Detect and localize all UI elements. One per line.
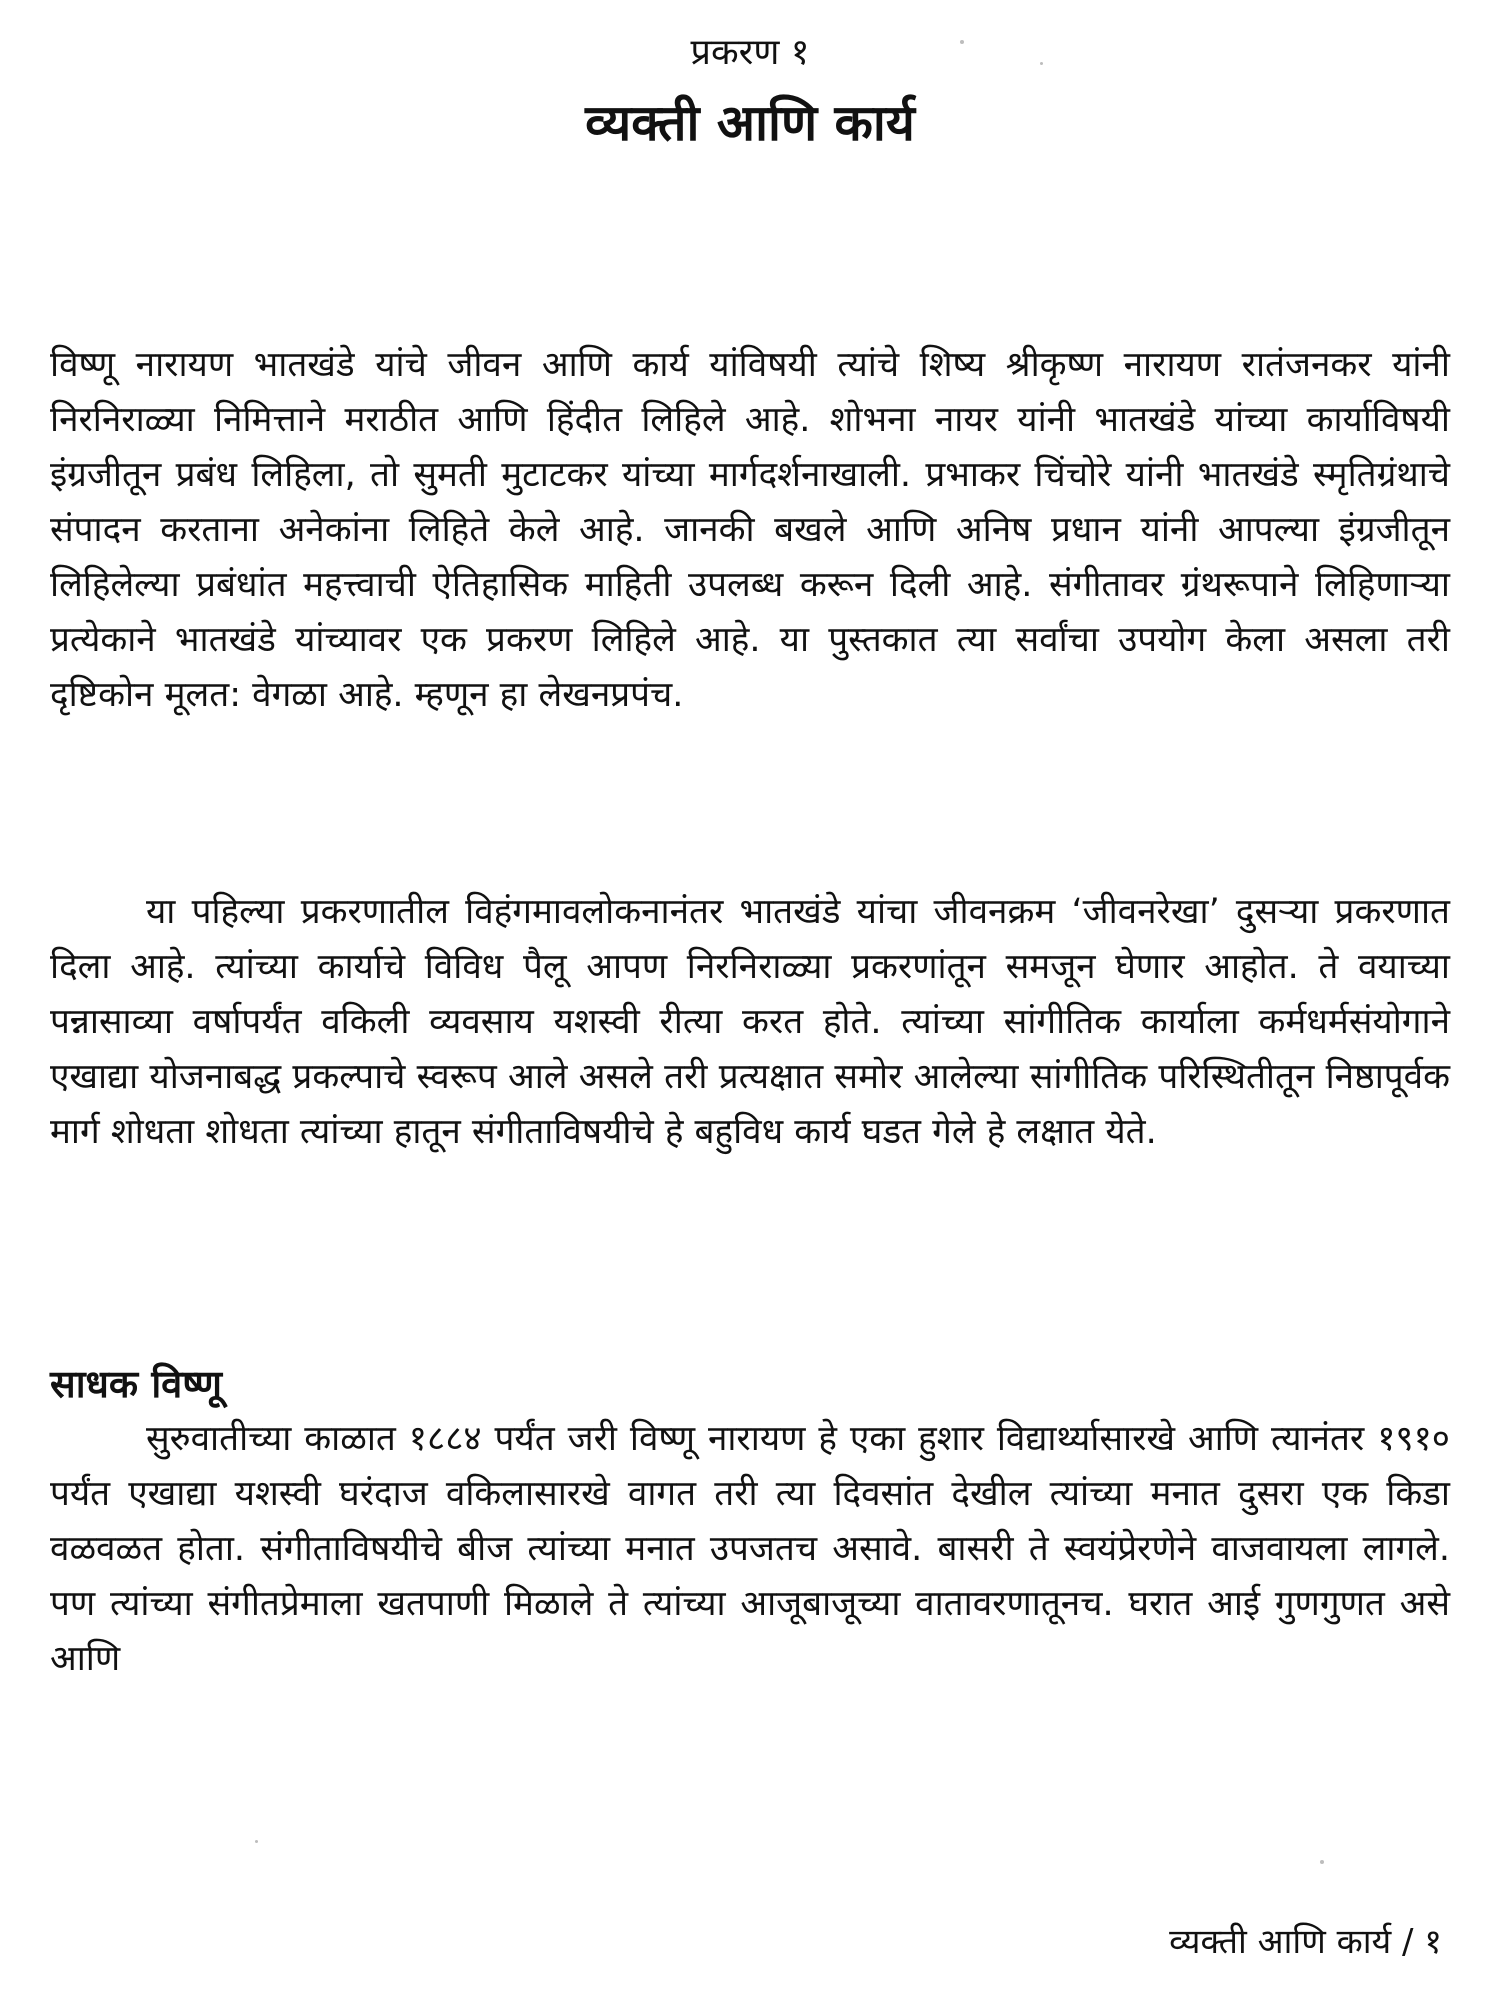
section-heading: साधक विष्णू [50,1362,222,1406]
scan-speck [1040,62,1043,65]
paragraph-overview: या पहिल्या प्रकरणातील विहंगमावलोकनानंतर भातखंडे यांचा जीवनक्रम ‘जीवनरेखा’ दुसऱ्या प्रकरणात दिला आहे. त्यांच्या कार्याचे विविध पैलू आपण निरनिराळ्या प्रकरणांतून समजून घेणार आहोत. ते वयाच्या पन्नासाव्या वर्षापर्यंत वकिली व्यवसाय यशस्वी रीत्या करत होते. त्यांच्या सांगीतिक कार्याला कर्मधर्मसंयोगाने एखाद्या योजनाबद्ध प्रकल्पाचे स्वरूप आले असले तरी प्रत्यक्षात समोर आलेल्या सांगीतिक परिस्थितीतून निष्ठापूर्वक मार्ग शोधता शोधता त्यांच्या हातून संगीताविषयीचे हे बहुविध कार्य घडत गेले हे लक्षात येते. [50,892,1450,1152]
scan-speck [960,40,964,44]
paragraph-sadhak: सुरुवातीच्या काळात १८८४ पर्यंत जरी विष्णू नारायण हे एका हुशार विद्यार्थ्यासारखे आणि त्यानंतर १९१० पर्यंत एखाद्या यशस्वी घरंदाज वकिलासारखे वागत तरी त्या दिवसांत देखील त्यांच्या मनात दुसरा एक किडा वळवळत होता. संगीताविषयीचे बीज त्यांच्या मनात उपजतच असावे. बासरी ते स्वयंप्रेरणेने वाजवायला लागले. पण त्यांच्या संगीतप्रेमाला खतपाणी मिळाले ते त्यांच्या आजूबाजूच्या वातावरणातूनच. घरात आई गुणगुणत असे आणि [50,1419,1450,1679]
chapter-title: व्यक्ती आणि कार्य [585,94,915,152]
scan-speck [255,1840,258,1843]
chapter-label: प्रकरण १ [690,32,810,73]
scan-speck [1320,1860,1324,1864]
page-footer: व्यक्ती आणि कार्य / १ [1169,1922,1442,1962]
paragraph-intro: विष्णू नारायण भातखंडे यांचे जीवन आणि कार्य यांविषयी त्यांचे शिष्य श्रीकृष्ण नारायण रातंजनकर यांनी निरनिराळ्या निमित्ताने मराठीत आणि हिंदीत लिहिले आहे. शोभना नायर यांनी भातखंडे यांच्या कार्याविषयी इंग्रजीतून प्रबंध लिहिला, तो सुमती मुटाटकर यांच्या मार्गदर्शनाखाली. प्रभाकर चिंचोरे यांनी भातखंडे स्मृतिग्रंथाचे संपादन करताना अनेकांना लिहिते केले आहे. जानकी बखले आणि अनिष प्रधान यांनी आपल्या इंग्रजीतून लिहिलेल्या प्रबंधांत महत्त्वाची ऐतिहासिक माहिती उपलब्ध करून दिली आहे. संगीतावर ग्रंथरूपाने लिहिणाऱ्या प्रत्येकाने भातखंडे यांच्यावर एक प्रकरण लिहिले आहे. या पुस्तकात त्या सर्वांचा उपयोग केला असला तरी दृष्टिकोन मूलत: वेगळा आहे. म्हणून हा लेखनप्रपंच. [50,345,1450,715]
